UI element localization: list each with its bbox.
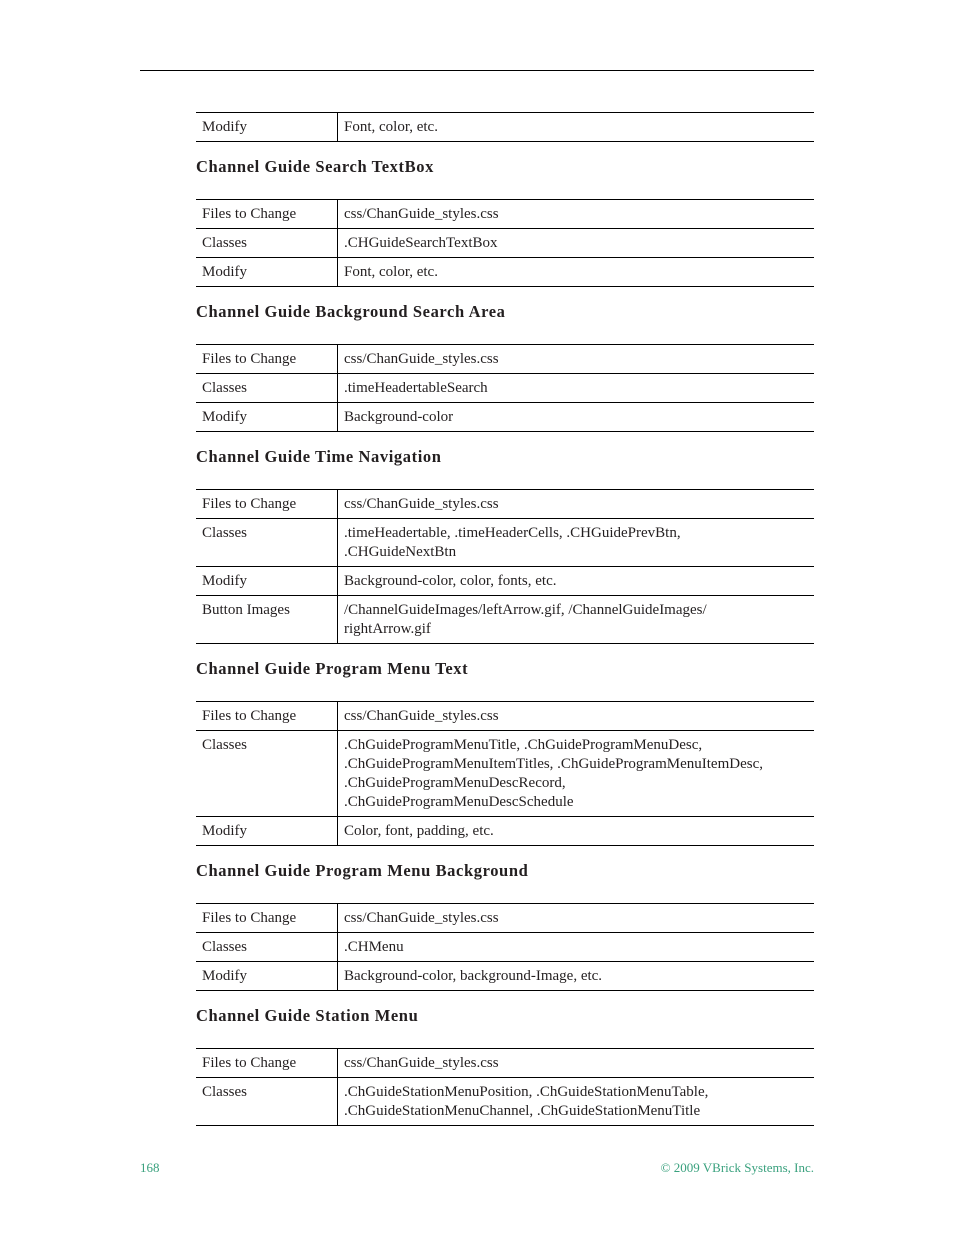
row-label: Files to Change [196,200,338,229]
section-table [196,903,814,991]
row-label: Modify [196,113,338,142]
section-heading: Channel Guide Time Navigation [196,447,442,466]
section-table [196,344,814,432]
row-label: Files to Change [196,702,338,731]
section-heading: Channel Guide Program Menu Background [196,861,529,880]
row-value: .timeHeadertableSearch [338,374,815,403]
table-row [196,229,814,258]
row-value: .CHGuideSearchTextBox [338,229,815,258]
row-value: Font, color, etc. [338,258,815,287]
table-row [196,904,814,933]
row-label: Classes [196,933,338,962]
table-row [196,113,814,142]
table-row [196,933,814,962]
table-row [196,702,814,731]
row-value: css/ChanGuide_styles.css [338,490,815,519]
row-value: Color, font, padding, etc. [338,817,815,846]
section-heading: Channel Guide Program Menu Text [196,659,469,678]
table-row [196,1049,814,1078]
row-value: css/ChanGuide_styles.css [338,702,815,731]
copyright-notice: © 2009 VBrick Systems, Inc. [660,1160,814,1175]
row-label: Button Images [196,596,338,644]
row-value: .ChGuideProgramMenuTitle, .ChGuideProgramMenuDesc, .ChGuideProgramMenuItemTitles, .ChGuideProgramMenuItemDesc, .ChGuideProgramMenuDescRecord, .ChGuideProgramMenuDescSchedule [338,731,815,817]
page-number: 168 [140,1160,160,1175]
table-row [196,1078,814,1126]
row-value: css/ChanGuide_styles.css [338,1049,815,1078]
table-row [196,817,814,846]
section-table [196,1048,814,1126]
row-label: Modify [196,962,338,991]
row-value: .CHMenu [338,933,815,962]
table-row [196,490,814,519]
table-row [196,519,814,567]
row-label: Modify [196,567,338,596]
table-row [196,258,814,287]
row-label: Modify [196,258,338,287]
row-label: Modify [196,403,338,432]
row-label: Classes [196,1078,338,1126]
table-row [196,345,814,374]
row-label: Files to Change [196,345,338,374]
row-value: .timeHeadertable, .timeHeaderCells, .CHGuidePrevBtn, .CHGuideNextBtn [338,519,815,567]
table-row [196,403,814,432]
section-table [196,701,814,846]
document-body [196,112,814,1126]
section-heading: Channel Guide Search TextBox [196,157,434,176]
table-row [196,374,814,403]
row-label: Files to Change [196,490,338,519]
table-row [196,200,814,229]
intro-table [196,112,814,142]
row-label: Modify [196,817,338,846]
row-value: Background-color, background-Image, etc. [338,962,815,991]
row-value: Background-color, color, fonts, etc. [338,567,815,596]
table-row [196,962,814,991]
table-row [196,731,814,817]
table-row [196,596,814,644]
section-table [196,199,814,287]
row-value: Font, color, etc. [338,113,815,142]
row-value: /ChannelGuideImages/leftArrow.gif, /ChannelGuideImages/ rightArrow.gif [338,596,815,644]
table-row [196,567,814,596]
sections-container [196,157,814,1126]
row-value: css/ChanGuide_styles.css [338,345,815,374]
row-label: Classes [196,229,338,258]
row-value: .ChGuideStationMenuPosition, .ChGuideStationMenuTable, .ChGuideStationMenuChannel, .ChGuideStationMenuTitle [338,1078,815,1126]
section-table [196,489,814,644]
row-value: Background-color [338,403,815,432]
row-label: Classes [196,731,338,817]
row-label: Files to Change [196,904,338,933]
section-heading: Channel Guide Station Menu [196,1006,419,1025]
row-label: Files to Change [196,1049,338,1078]
section-heading: Channel Guide Background Search Area [196,302,506,321]
row-label: Classes [196,519,338,567]
row-value: css/ChanGuide_styles.css [338,904,815,933]
header-rule [140,70,814,71]
row-label: Classes [196,374,338,403]
row-value: css/ChanGuide_styles.css [338,200,815,229]
